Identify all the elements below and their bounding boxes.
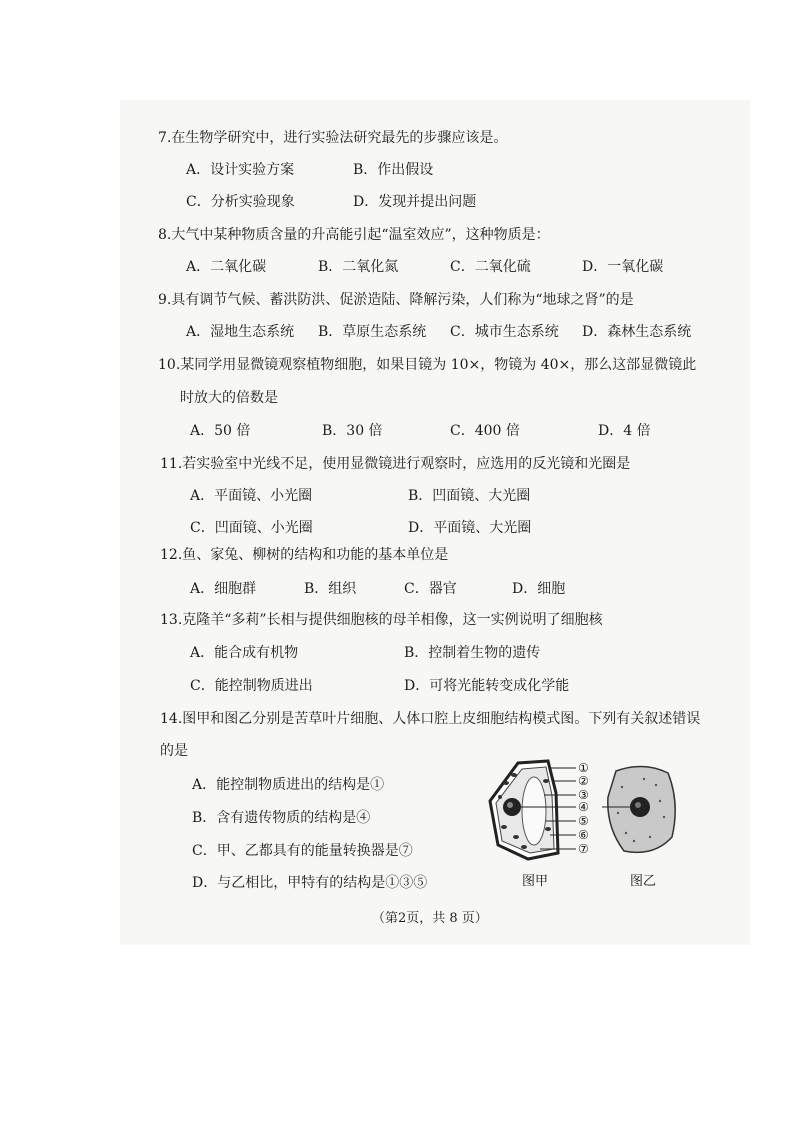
q9-option-a: A．湿地生态系统 <box>186 324 295 340</box>
label-5: ⑤ <box>578 814 589 828</box>
label-2: ② <box>578 774 589 788</box>
q7-option-d: D．发现并提出问题 <box>353 194 477 210</box>
cell-diagram-svg <box>484 757 704 897</box>
q10-option-b: B．30 倍 <box>322 423 383 439</box>
caption-animal-cell: 图乙 <box>630 874 657 889</box>
label-3: ③ <box>578 788 589 802</box>
q11-option-a: A．平面镜、小光圈 <box>190 488 313 504</box>
q11-option-b: B．凹面镜、大光圈 <box>408 488 531 504</box>
question-8-stem: 8.大气中某种物质含量的升高能引起“温室效应”，这种物质是： <box>158 227 550 243</box>
question-14-stem-cont: 的是 <box>160 743 188 759</box>
q13-option-d: D．可将光能转变成化学能 <box>404 678 570 694</box>
q8-option-a: A．二氧化碳 <box>186 259 267 275</box>
plant-cell <box>490 761 558 859</box>
q10-option-d: D．4 倍 <box>598 423 651 439</box>
q14-option-d: D．与乙相比，甲特有的结构是①③⑤ <box>192 875 428 891</box>
q12-option-b: B．组织 <box>304 581 357 597</box>
page-footer: （第2页，共 8 页） <box>372 911 488 926</box>
animal-cell <box>608 766 675 852</box>
q13-option-c: C．能控制物质进出 <box>190 678 313 694</box>
q7-option-b: B．作出假设 <box>353 162 434 178</box>
label-1: ① <box>578 761 589 775</box>
question-11-stem: 11.若实验室中光线不足，使用显微镜进行观察时，应选用的反光镜和光圈是 <box>160 456 631 472</box>
q11-option-d: D．平面镜、大光圈 <box>408 520 532 536</box>
q7-option-c: C．分析实验现象 <box>186 194 295 210</box>
q8-option-b: B．二氧化氮 <box>318 259 399 275</box>
q12-option-a: A．细胞群 <box>190 581 257 597</box>
q12-option-c: C．器官 <box>404 581 457 597</box>
q8-option-c: C．二氧化硫 <box>450 259 531 275</box>
label-7: ⑦ <box>578 842 589 856</box>
question-7-stem: 7.在生物学研究中，进行实验法研究最先的步骤应该是。 <box>158 130 508 146</box>
cell-diagram-figure <box>484 757 704 897</box>
q14-option-c: C．甲、乙都具有的能量转换器是⑦ <box>192 843 413 859</box>
question-9-stem: 9.具有调节气候、蓄洪防洪、促淤造陆、降解污染，人们称为“地球之肾”的是 <box>158 292 634 308</box>
label-4: ④ <box>578 800 589 814</box>
q12-option-d: D．细胞 <box>512 581 566 597</box>
question-10-stem-cont: 时放大的倍数是 <box>180 390 278 406</box>
q8-option-d: D．一氧化碳 <box>582 259 664 275</box>
q7-option-a: A．设计实验方案 <box>186 162 295 178</box>
q14-option-a: A．能控制物质进出的结构是① <box>192 777 385 793</box>
question-13-stem: 13.克隆羊“多莉”长相与提供细胞核的母羊相像，这一实例说明了细胞核 <box>160 612 603 628</box>
caption-plant-cell: 图甲 <box>522 874 549 889</box>
q14-option-b: B．含有遗传物质的结构是④ <box>192 810 371 826</box>
q11-option-c: C．凹面镜、小光圈 <box>190 520 313 536</box>
label-6: ⑥ <box>578 828 589 842</box>
q10-option-a: A．50 倍 <box>190 423 251 439</box>
q13-option-b: B．控制着生物的遗传 <box>404 645 541 661</box>
question-10-stem: 10.某同学用显微镜观察植物细胞，如果目镜为 10×，物镜为 40×，那么这部显微镜此 <box>158 357 697 373</box>
question-14-stem: 14.图甲和图乙分别是苦草叶片细胞、人体口腔上皮细胞结构模式图。下列有关叙述错误 <box>160 711 701 727</box>
q10-option-c: C．400 倍 <box>450 423 520 439</box>
question-12-stem: 12.鱼、家兔、柳树的结构和功能的基本单位是 <box>160 547 449 563</box>
q9-option-d: D．森林生态系统 <box>582 324 692 340</box>
q13-option-a: A．能合成有机物 <box>190 645 299 661</box>
q9-option-c: C．城市生态系统 <box>450 324 559 340</box>
q9-option-b: B．草原生态系统 <box>318 324 427 340</box>
